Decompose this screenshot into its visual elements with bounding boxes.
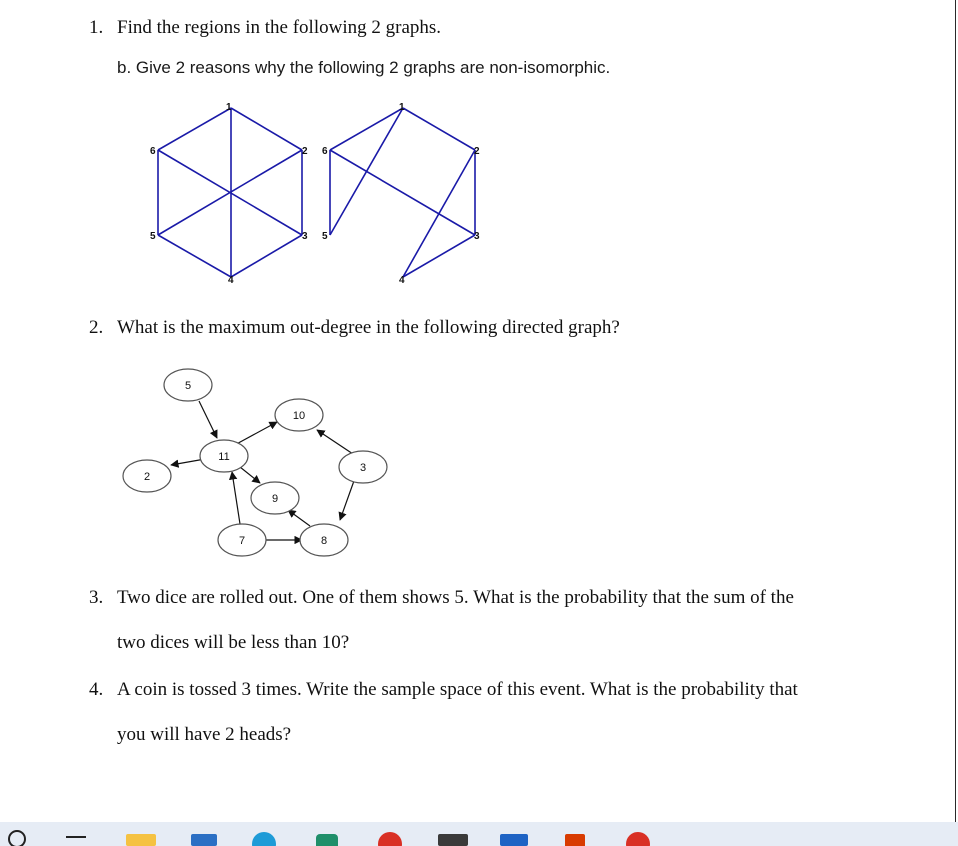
edge-icon[interactable] <box>252 832 276 846</box>
graph-edge <box>231 235 302 277</box>
edge-8-9 <box>288 510 310 526</box>
directed-edges <box>171 401 355 540</box>
question-2 <box>0 317 900 341</box>
vertex-label: 5 <box>150 231 156 242</box>
graph-right-labels <box>322 102 480 286</box>
node-label: 7 <box>238 535 246 547</box>
vertex-label: 4 <box>399 275 405 286</box>
question-number: 3. <box>89 587 104 608</box>
task-view-icon[interactable] <box>66 836 86 846</box>
question-number: 4. <box>89 679 104 700</box>
chrome-icon-2[interactable] <box>626 832 650 846</box>
question-4 <box>0 679 900 749</box>
question-text-line-1: A coin is tossed 3 times. Write the sample space of this event. What is the probability that <box>117 679 798 700</box>
question-number: 1. <box>89 17 104 38</box>
node-label: 9 <box>271 493 279 505</box>
question-number: 2. <box>89 317 104 338</box>
directed-nodes <box>123 369 387 556</box>
vertex-label: 3 <box>302 231 308 242</box>
vertex-label: 6 <box>322 146 328 157</box>
question-text-line-2: two dices will be less than 10? <box>117 632 350 653</box>
edge-3-10 <box>317 430 353 454</box>
vertex-label: 2 <box>302 146 308 157</box>
graph-right <box>330 108 475 277</box>
node-label: 5 <box>184 380 192 392</box>
vertex-label: 1 <box>399 102 405 113</box>
question-text: What is the maximum out-degree in the following directed graph? <box>117 317 620 338</box>
graph-edge <box>158 235 231 277</box>
vertex-label: 1 <box>226 102 232 113</box>
edge-11-2 <box>171 459 205 465</box>
graph-edge <box>403 150 475 277</box>
chrome-icon[interactable] <box>378 832 402 846</box>
edge-7-11 <box>232 472 240 524</box>
vertex-label: 4 <box>228 275 234 286</box>
node-label: 3 <box>359 462 367 474</box>
node-label: 8 <box>320 535 328 547</box>
graph-edge <box>330 150 475 235</box>
graph-edge <box>403 108 475 150</box>
vertex-label: 3 <box>474 231 480 242</box>
node-label: 11 <box>218 451 230 463</box>
app-icon[interactable] <box>316 834 338 846</box>
graph-edge <box>158 108 231 150</box>
question-1 <box>0 17 900 41</box>
vertex-label: 6 <box>150 146 156 157</box>
taskbar <box>0 822 958 846</box>
vertex-label: 2 <box>474 146 480 157</box>
question-text: Find the regions in the following 2 graphs. <box>117 17 442 38</box>
store-icon[interactable] <box>191 834 217 846</box>
mail-icon[interactable] <box>500 834 528 846</box>
graph-edge <box>403 235 475 277</box>
edge-5-11 <box>199 401 217 438</box>
subquestion-b: b. Give 2 reasons why the following 2 graphs are non-isomorphic. <box>117 58 611 77</box>
question-text-line-1: Two dice are rolled out. One of them shows 5. What is the probability that the sum of the <box>117 587 794 608</box>
undirected-graphs-figure <box>140 96 500 296</box>
graph-edge <box>231 108 302 150</box>
graph-edge <box>330 108 403 235</box>
graph-left <box>158 108 302 277</box>
graph-edge <box>330 108 403 150</box>
node-label: 2 <box>143 471 151 483</box>
directed-graph-figure <box>115 360 395 560</box>
vertex-label: 5 <box>322 231 328 242</box>
search-icon[interactable] <box>8 830 26 846</box>
question-3 <box>0 587 900 657</box>
page-border <box>955 0 956 822</box>
file-explorer-icon[interactable] <box>126 834 156 846</box>
edge-3-8 <box>340 478 355 520</box>
office-icon[interactable] <box>565 834 585 846</box>
question-text-line-2: you will have 2 heads? <box>117 724 292 745</box>
terminal-icon[interactable] <box>438 834 468 846</box>
node-label: 10 <box>292 410 306 422</box>
